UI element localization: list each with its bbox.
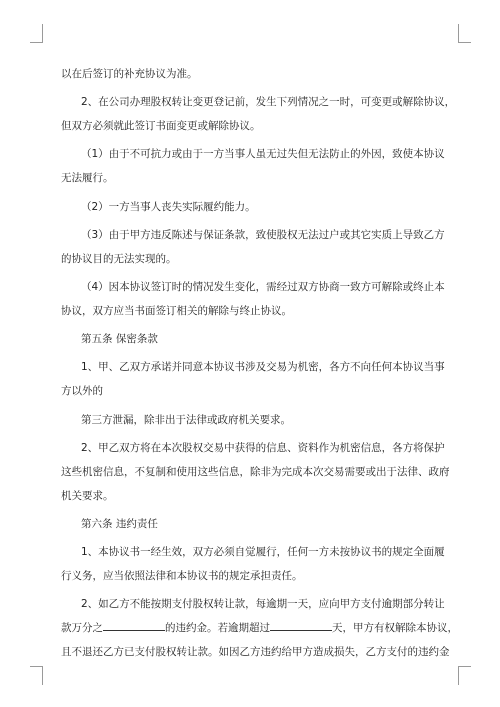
blank-underline (103, 620, 165, 631)
paragraph (61, 592, 458, 664)
text-line: 这些机密信息，不复制和使用这些信息，除非为完成本次交易需要或出于法律、政府 (61, 465, 450, 478)
text-line: 但双方必须就此签订书面变更或解除协议。 (61, 120, 261, 133)
crop-mark-bottom-right (458, 666, 471, 685)
text-line: 方以外的 (61, 385, 103, 398)
paragraph (61, 223, 445, 271)
text-segment: 天，甲方有权解除本协议， (332, 622, 458, 635)
crop-mark-top-left (30, 24, 43, 43)
text-line: 第三方泄漏，除非出于法律或政府机关要求。 (81, 413, 291, 426)
text-line: （3）由于甲方违反陈述与保证条款，致使股权无法过户或其它实质上导致乙方 (81, 228, 445, 241)
section-heading (61, 327, 441, 351)
paragraph (61, 540, 445, 588)
paragraph (61, 90, 456, 138)
text-line: （1）由于不可抗力或由于一方当事人虽无过失但无法防止的外因，致使本协议 (81, 148, 445, 161)
blank-underline (270, 620, 332, 631)
text-line: 第五条 保密条款 (81, 333, 158, 346)
paragraph (61, 62, 441, 86)
text-line: （4）因本协议签订时的情况发生变化，需经过双方协商一致方可解除或终止本 (81, 280, 445, 293)
text-line: （2）一方当事人丧失实际履约能力。 (81, 200, 256, 213)
paragraph (61, 355, 445, 403)
paragraph (61, 436, 450, 508)
text-line: 2、在公司办理股权转让变更登记前，发生下列情况之一时，可变更或解除协议， (81, 96, 456, 109)
text-line: 1、本协议书一经生效，双方必须自觉履行，任何一方未按协议书的规定全面履 (81, 546, 445, 559)
text-line: 的协议目的无法实现的。 (61, 252, 177, 265)
text-line: 协议，双方应当书面签订相关的解除与终止协议。 (61, 304, 292, 317)
text-line: 无法履行。 (61, 172, 114, 185)
text-line: 1、甲、乙双方承诺并同意本协议书涉及交易为机密，各方不向任何本协议当事 (81, 361, 445, 374)
text-line: 2、如乙方不能按期支付股权转让款，每逾期一天，应向甲方支付逾期部分转让 (81, 598, 445, 611)
text-line: 第六条 违约责任 (81, 517, 158, 530)
paragraph (61, 142, 445, 190)
section-heading (61, 512, 441, 536)
text-line: 机关要求。 (61, 489, 114, 502)
text-segment: 的违约金。若逾期超过 (165, 622, 270, 635)
paragraph (61, 275, 445, 323)
crop-mark-top-right (458, 24, 471, 43)
paragraph (61, 195, 441, 219)
text-segment: 款万分之 (61, 622, 103, 635)
text-line: 以在后签订的补充协议为准。 (61, 68, 198, 80)
text-line: 且不退还乙方已支付股权转让款。如因乙方违约给甲方造成损失，乙方支付的违约金 (61, 646, 450, 659)
crop-mark-bottom-left (30, 666, 43, 685)
text-line: 行义务，应当依照法律和本协议书的规定承担责任。 (61, 570, 303, 583)
text-line-with-blanks (61, 616, 458, 640)
paragraph (61, 408, 441, 432)
document-body (61, 62, 458, 668)
text-line: 2、甲乙双方将在本次股权交易中获得的信息、资料作为机密信息，各方将保护 (81, 441, 445, 454)
